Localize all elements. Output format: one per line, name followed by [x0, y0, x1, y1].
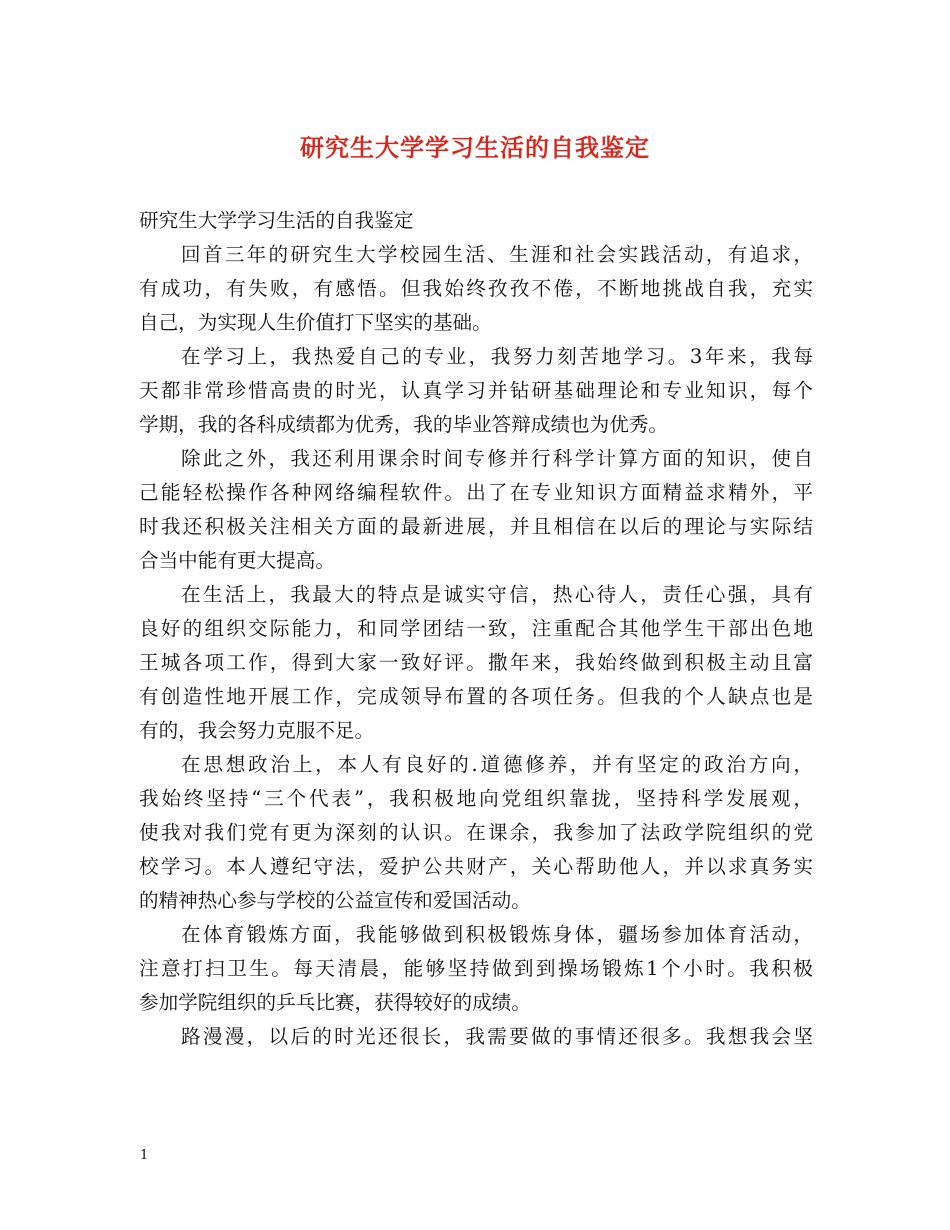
- document-title: 研究生大学学习生活的自我鉴定: [300, 133, 650, 162]
- text-line: 研究生大学学习生活的自我鉴定: [139, 209, 414, 232]
- text-line: 使我对我们党有更为深刻的认识。在课余，我参加了法政学院组织的党: [139, 821, 813, 844]
- text-line: 参加学院组织的乒乓比赛，获得较好的成绩。: [139, 991, 531, 1014]
- text-line: 自己，为实现人生价值打下坚实的基础。: [139, 311, 492, 334]
- text-line: 己能轻松操作各种网络编程软件。出了在专业知识方面精益求精外，平: [139, 481, 813, 504]
- text-line: 王城各项工作，得到大家一致好评。撒年来，我始终做到积极主动且富: [139, 651, 813, 674]
- text-line: 在生活上，我最大的特点是诚实守信，热心待人，责任心强，具有: [181, 583, 813, 606]
- text-line: 学期，我的各科成绩都为优秀，我的毕业答辩成绩也为优秀。: [139, 413, 669, 436]
- text-line: 注意打扫卫生。每天清晨，能够坚持做到到操场锻炼1个小时。我积极: [139, 957, 813, 980]
- page-number: 1: [140, 1148, 149, 1163]
- text-line: 的精神热心参与学校的公益宣传和爱国活动。: [139, 889, 531, 912]
- text-line: 合当中能有更大提高。: [139, 549, 335, 572]
- text-line: 时我还积极关注相关方面的最新进展，并且相信在以后的理论与实际结: [139, 515, 813, 538]
- text-line: 我始终坚持“三个代表”，我积极地向党组织靠拢，坚持科学发展观，: [139, 787, 813, 810]
- text-line: 路漫漫，以后的时光还很长，我需要做的事情还很多。我想我会坚: [181, 1025, 813, 1048]
- text-line: 有创造性地开展工作，完成领导布置的各项任务。但我的个人缺点也是: [139, 685, 813, 708]
- text-line: 在思想政治上，本人有良好的.道德修养，并有坚定的政治方向，: [181, 753, 813, 776]
- text-line: 在体育锻炼方面，我能够做到积极锻炼身体，疆场参加体育活动，: [181, 923, 813, 946]
- text-line: 在学习上，我热爱自己的专业，我努力刻苦地学习。3年来，我每: [181, 345, 813, 368]
- text-line: 回首三年的研究生大学校园生活、生涯和社会实践活动，有追求，: [181, 243, 813, 266]
- text-line: 校学习。本人遵纪守法，爱护公共财产，关心帮助他人，并以求真务实: [139, 855, 813, 878]
- text-line: 有成功，有失败，有感悟。但我始终孜孜不倦，不断地挑战自我，充实: [139, 277, 813, 300]
- text-line: 良好的组织交际能力，和同学团结一致，注重配合其他学生干部出色地: [139, 617, 813, 640]
- text-line: 有的，我会努力克服不足。: [139, 719, 375, 742]
- text-line: 除此之外，我还利用课余时间专修并行科学计算方面的知识，使自: [181, 447, 813, 470]
- document-body: [139, 204, 813, 1054]
- text-line: 天都非常珍惜高贵的时光，认真学习并钻研基础理论和专业知识，每个: [139, 379, 813, 402]
